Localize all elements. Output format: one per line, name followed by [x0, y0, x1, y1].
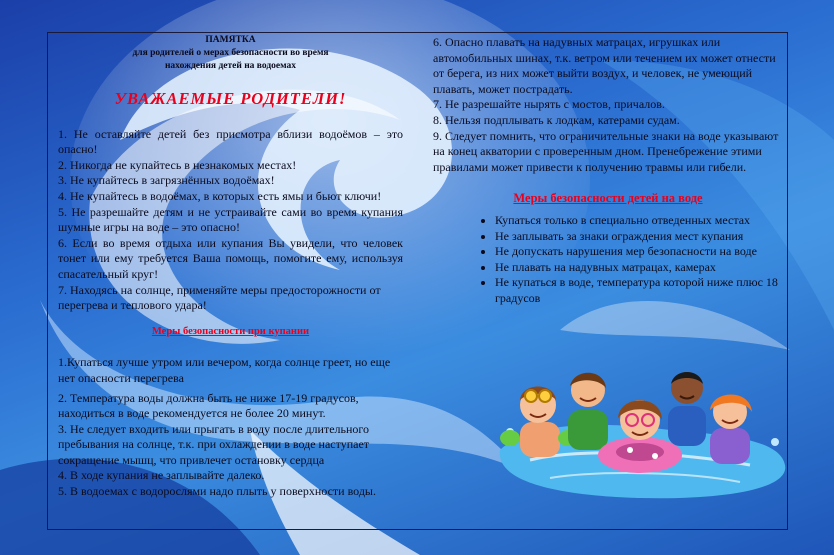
children-rules-list: [433, 213, 783, 307]
list-item: • Купаться только в специально отведенных местах: [495, 213, 783, 229]
right-item: 9. Следует помнить, что ограничительные знаки на воде указывают на конец акватории с проверенным дном. Пренебрежение этими правилами может привести к получению травмы или гибели.: [433, 128, 779, 174]
list-item: • Не заплывать за знаки ограждения мест купания: [495, 229, 783, 245]
child-figure: [710, 395, 752, 465]
bathing-section-heading: Меры безопасности при купании: [151, 325, 310, 337]
left-item: 1. Не оставляйте детей без присмотра вблизи водоёмов – это опасно!: [58, 126, 403, 157]
right-item: 8. Нельзя подплывать к лодкам, катерами судам.: [433, 112, 680, 127]
greeting-heading: УВАЖАЕМЫЕ РОДИТЕЛИ!: [114, 89, 347, 108]
list-item: • Не плавать на надувных матрацах, камерах: [495, 260, 783, 276]
bathing-item: 2. Температура воды должна быть не ниже 17-19 градусов, находиться в воде рекомендуется не более 20 минут.: [58, 390, 359, 421]
bathing-item: 5. В водоемах с водорослями надо плыть у поверхности воды.: [58, 484, 376, 499]
memo-title-line1: ПАМЯТКА: [205, 35, 256, 45]
right-item: 7. Не разрешайте нырять с мостов, причалов.: [433, 97, 665, 112]
children-section-heading: Меры безопасности детей на воде: [513, 191, 703, 206]
right-column: [433, 35, 783, 307]
bathing-item: 1.Купаться лучше утром или вечером, когда солнце греет, но еще нет опасности перегрева: [58, 355, 391, 385]
bathing-item: 4. В ходе купания не заплывайте далеко.: [58, 468, 265, 483]
swimming-children-illustration: [490, 360, 790, 510]
right-item: 6. Опасно плавать на надувных матрацах, игрушках или автомобильных шинах, т.к. ветром или течением их может отнести от берега, из них может выйти воздух, и человек, не умеющий плавать, может пострадать.: [433, 35, 776, 96]
child-figure: [668, 372, 706, 446]
left-item: 4. Не купайтесь в водоёмах, в которых есть ямы и бьют ключи!: [58, 188, 382, 203]
bathing-item: 3. Не следует входить или прыгать в воду после длительного пребывания на солнце, т.к. при охлаждении в воде наступает сокращение мышц, что привлечет остановку сердца: [58, 421, 370, 467]
list-item: • Не купаться в воде, температура которой ниже плюс 18 градусов: [495, 275, 783, 306]
left-item: 7. Находясь на солнце, применяйте меры предосторожности от перегрева и теплового удара!: [58, 282, 381, 313]
left-item: 2. Никогда не купайтесь в незнакомых местах!: [58, 157, 297, 172]
left-item: 5. Не разрешайте детям и не устраивайте сами во время купания шумные игры на воде – это опасно!: [58, 204, 403, 235]
memo-title-line3: нахождения детей на водоемах: [164, 61, 297, 71]
child-figure: [568, 373, 608, 450]
left-column: [58, 34, 403, 500]
memo-title-line2: для родителей о мерах безопасности во время: [132, 48, 329, 58]
left-item: 3. Не купайтесь в загрязнённых водоёмах!: [58, 173, 275, 188]
memo-title: [58, 34, 403, 73]
list-item: • Не допускать нарушения мер безопасности на воде: [495, 244, 783, 260]
left-item: 6. Если во время отдыха или купания Вы увидели, что человек тонет или ему требуется Ваша помощь, помогите ему, используя спасательный круг!: [58, 235, 403, 281]
